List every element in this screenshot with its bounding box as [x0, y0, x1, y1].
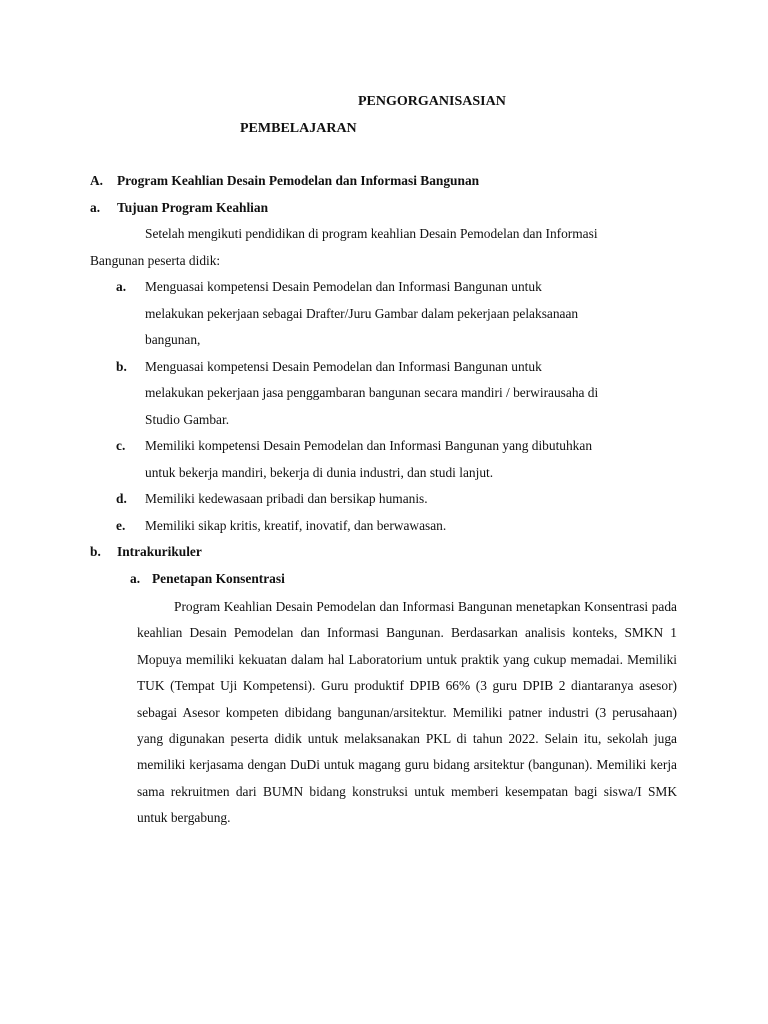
- section-a-title: Tujuan Program Keahlian: [117, 199, 269, 215]
- document-body: [90, 168, 680, 832]
- list-item: [90, 486, 680, 513]
- list-item-line: melakukan pekerjaan sebagai Drafter/Juru Gambar dalam pekerjaan pelaksanaan: [145, 305, 579, 321]
- section-A-heading: [90, 168, 680, 195]
- document-title-line-2: PEMBELAJARAN: [240, 121, 357, 136]
- list-item-line: Memiliki sikap kritis, kreatif, inovatif, dan berwawasan.: [145, 517, 447, 533]
- intro-line-1: Setelah mengikuti pendidikan di program keahlian Desain Pemodelan dan Informasi: [145, 226, 598, 241]
- section-b-title: Intrakurikuler: [117, 544, 202, 559]
- list-item: [90, 354, 680, 434]
- intro-line-2: Bangunan peserta didik:: [90, 252, 221, 268]
- subsection-marker: a.: [130, 570, 141, 586]
- list-item-marker: a.: [116, 279, 127, 294]
- list-item: [90, 433, 680, 486]
- section-a-heading: [90, 195, 680, 222]
- subsection-heading: [90, 566, 680, 593]
- document-title-line-1: PENGORGANISASIAN: [358, 94, 506, 109]
- section-b-marker: b.: [90, 544, 101, 559]
- list-item-line: bangunan,: [145, 332, 201, 347]
- list-item-marker: b.: [116, 358, 127, 374]
- list-item-marker: e.: [116, 517, 126, 533]
- section-A-title: Program Keahlian Desain Pemodelan dan Informasi Bangunan: [117, 173, 480, 188]
- list-item-line: Menguasai kompetensi Desain Pemodelan dan Informasi Bangunan untuk: [145, 358, 542, 374]
- list-item-marker: d.: [116, 491, 127, 506]
- section-b-heading: [90, 539, 680, 566]
- subsection-title: Penetapan Konsentrasi: [152, 570, 285, 586]
- section-a-marker: a.: [90, 199, 101, 215]
- list-item-line: Memiliki kedewasaan pribadi dan bersikap humanis.: [145, 491, 428, 506]
- list-item-marker: c.: [116, 438, 126, 453]
- list-item-line: Menguasai kompetensi Desain Pemodelan dan Informasi Bangunan untuk: [145, 279, 542, 294]
- section-A-marker: A.: [90, 173, 104, 188]
- list-item-line: melakukan pekerjaan jasa penggambaran bangunan secara mandiri / berwirausaha di: [145, 385, 599, 400]
- list-item-line: Studio Gambar.: [145, 411, 230, 427]
- list-item: [90, 513, 680, 540]
- list-item-line: Memiliki kompetensi Desain Pemodelan dan Informasi Bangunan yang dibutuhkan: [145, 438, 593, 453]
- list-item-line: untuk bekerja mandiri, bekerja di dunia industri, dan studi lanjut.: [145, 464, 494, 480]
- konsentrasi-paragraph: Program Keahlian Desain Pemodelan dan Informasi Bangunan menetapkan Konsentrasi pada keahlian Desain Pemodelan dan Informasi Bangunan. Berdasarkan analisis konteks, SMKN 1 Mopuya memiliki kekuatan dalam hal Laboratorium untuk praktik yang cukup memadai. Memiliki TUK (Tempat Uji Kompetensi). Guru produktif DPIB 66% (3 guru DPIB 2 diantaranya asesor) sebagai Asesor kompeten dibidang bangunan/arsitektur. Memiliki patner industri (3 perusahaan) yang digunakan peserta didik untuk melaksanakan PKL di tahun 2022. Selain itu, sekolah juga memiliki kerjasama dengan DuDi untuk magang guru bidang arsitektur (bangunan). Memiliki kerja sama rekruitmen dari BUMN bidang konstruksi untuk memberi kesempatan bagi siswa/I SMK untuk bergabung.: [137, 599, 677, 826]
- list-item: [90, 274, 680, 354]
